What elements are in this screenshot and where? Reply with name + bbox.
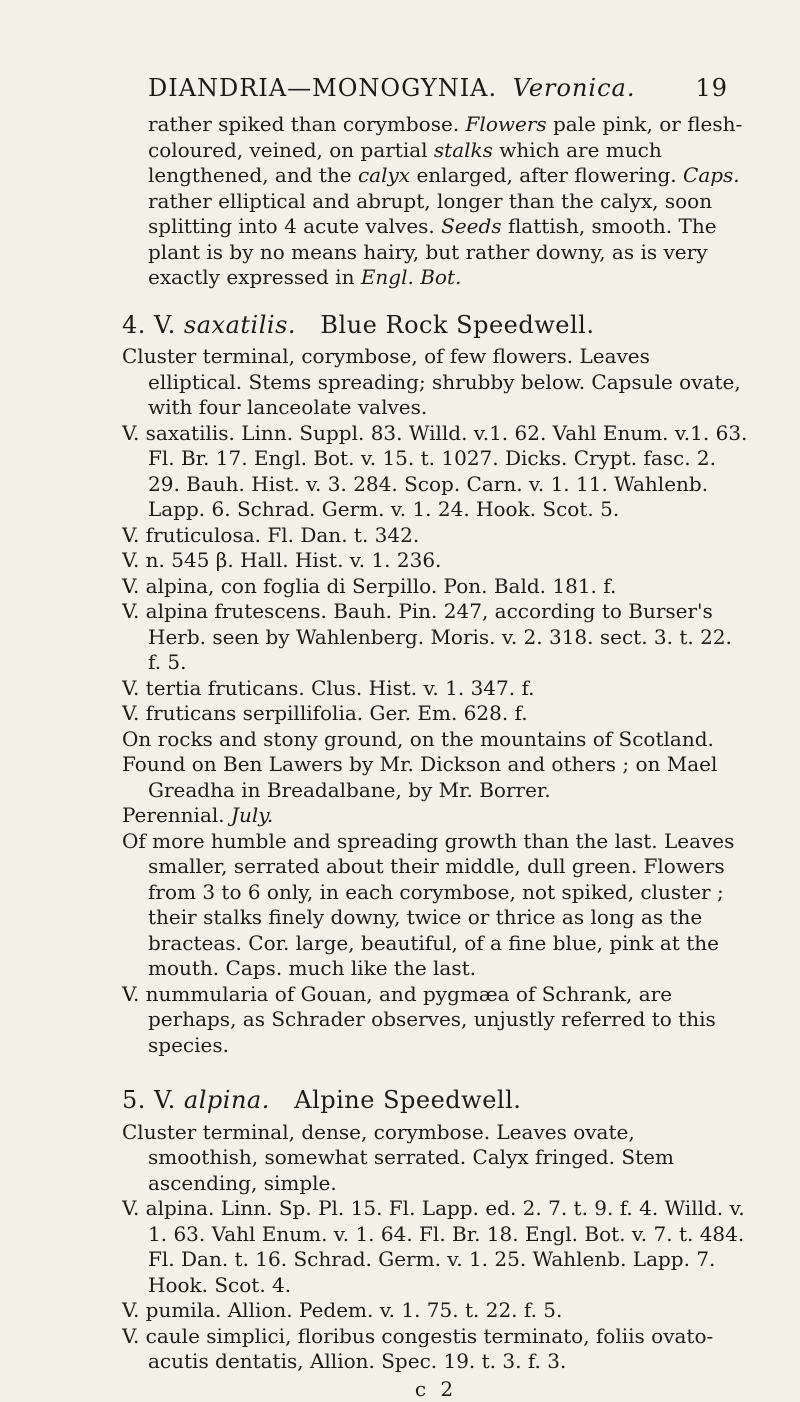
species-4-synonym: V. alpina, con foglia di Serpillo. Pon. Bald. 181. f. <box>122 574 750 600</box>
species-4-duration: Perennial. July. <box>122 803 750 829</box>
species-4-note: V. nummularia of Gouan, and pygmæa of Schrank, are perhaps, as Schrader observes, unjustly referred to this species. <box>122 982 750 1059</box>
species-5-synonym: V. caule simplici, floribus congestis terminato, foliis ovato-acutis dentatis, Allion. Spec. 19. t. 3. f. 3. <box>122 1324 750 1375</box>
species-4-synonym: V. fruticulosa. Fl. Dan. t. 342. <box>122 523 750 549</box>
species-4-locality: Found on Ben Lawers by Mr. Dickson and others ; on Mael Greadha in Breadalbane, by Mr. Borrer. <box>122 752 750 803</box>
page-number: 19 <box>695 74 728 102</box>
species-5-diagnosis: Cluster terminal, dense, corymbose. Leaves ovate, smoothish, somewhat serrated. Calyx fringed. Stem ascending, simple. <box>122 1120 750 1197</box>
species-4-synonym: V. saxatilis. Linn. Suppl. 83. Willd. v.1. 62. Vahl Enum. v.1. 63. Fl. Br. 17. Engl. Bot. v. 15. t. 1027. Dicks. Crypt. fasc. 2. 29. Bauh. Hist. v. 3. 284. Scop. Carn. v. 1. 11. Wahlenb. Lapp. 6. Schrad. Germ. v. 1. 24. Hook. Scot. 5. <box>122 421 750 523</box>
species-4-habitat: On rocks and stony ground, on the mountains of Scotland. <box>122 727 750 753</box>
species-5-heading: 5. V. alpina. Alpine Speedwell. <box>122 1088 750 1114</box>
species-4-synonym: V. alpina frutescens. Bauh. Pin. 247, according to Burser's Herb. seen by Wahlenberg. Moris. v. 2. 318. sect. 3. t. 22. f. 5. <box>122 599 750 676</box>
body-text <box>122 112 750 1402</box>
species-5-synonym: V. alpina. Linn. Sp. Pl. 15. Fl. Lapp. ed. 2. 7. t. 9. f. 4. Willd. v. 1. 63. Vahl Enum. v. 1. 64. Fl. Br. 18. Engl. Bot. v. 7. t. 484. Fl. Dan. t. 16. Schrad. Germ. v. 1. 25. Wahlenb. Lapp. 7. Hook. Scot. 4. <box>122 1196 750 1298</box>
signature-mark: c 2 <box>122 1377 750 1402</box>
species-4-heading: 4. V. saxatilis. Blue Rock Speedwell. <box>122 313 750 339</box>
species-4-synonym: V. n. 545 β. Hall. Hist. v. 1. 236. <box>122 548 750 574</box>
continuation-paragraph: rather spiked than corymbose. Flowers pale pink, or flesh-coloured, veined, on partial stalks which are much lengthened, and the calyx enlarged, after flowering. Caps. rather elliptical and abrupt, longer than the calyx, soon splitting into 4 acute valves. Seeds flattish, smooth. The plant is by no means hairy, but rather downy, as is very exactly expressed in Engl. Bot. <box>122 112 750 291</box>
species-4-description: Of more humble and spreading growth than the last. Leaves smaller, serrated about their middle, dull green. Flowers from 3 to 6 only, in each corymbose, not spiked, cluster ; their stalks finely downy, twice or thrice as long as the bracteas. Cor. large, beautiful, of a fine blue, pink at the mouth. Caps. much like the last. <box>122 829 750 982</box>
running-head <box>148 74 728 108</box>
species-4-diagnosis: Cluster terminal, corymbose, of few flowers. Leaves elliptical. Stems spreading; shrubby below. Capsule ovate, with four lanceolate valves. <box>122 344 750 421</box>
header-genus: Veronica. <box>513 74 636 102</box>
species-5-synonym: V. pumila. Allion. Pedem. v. 1. 75. t. 22. f. 5. <box>122 1298 750 1324</box>
header-title: DIANDRIA—MONOGYNIA. <box>148 74 513 102</box>
species-4-synonym: V. tertia fruticans. Clus. Hist. v. 1. 347. f. <box>122 676 750 702</box>
species-4-synonym: V. fruticans serpillifolia. Ger. Em. 628. f. <box>122 701 750 727</box>
